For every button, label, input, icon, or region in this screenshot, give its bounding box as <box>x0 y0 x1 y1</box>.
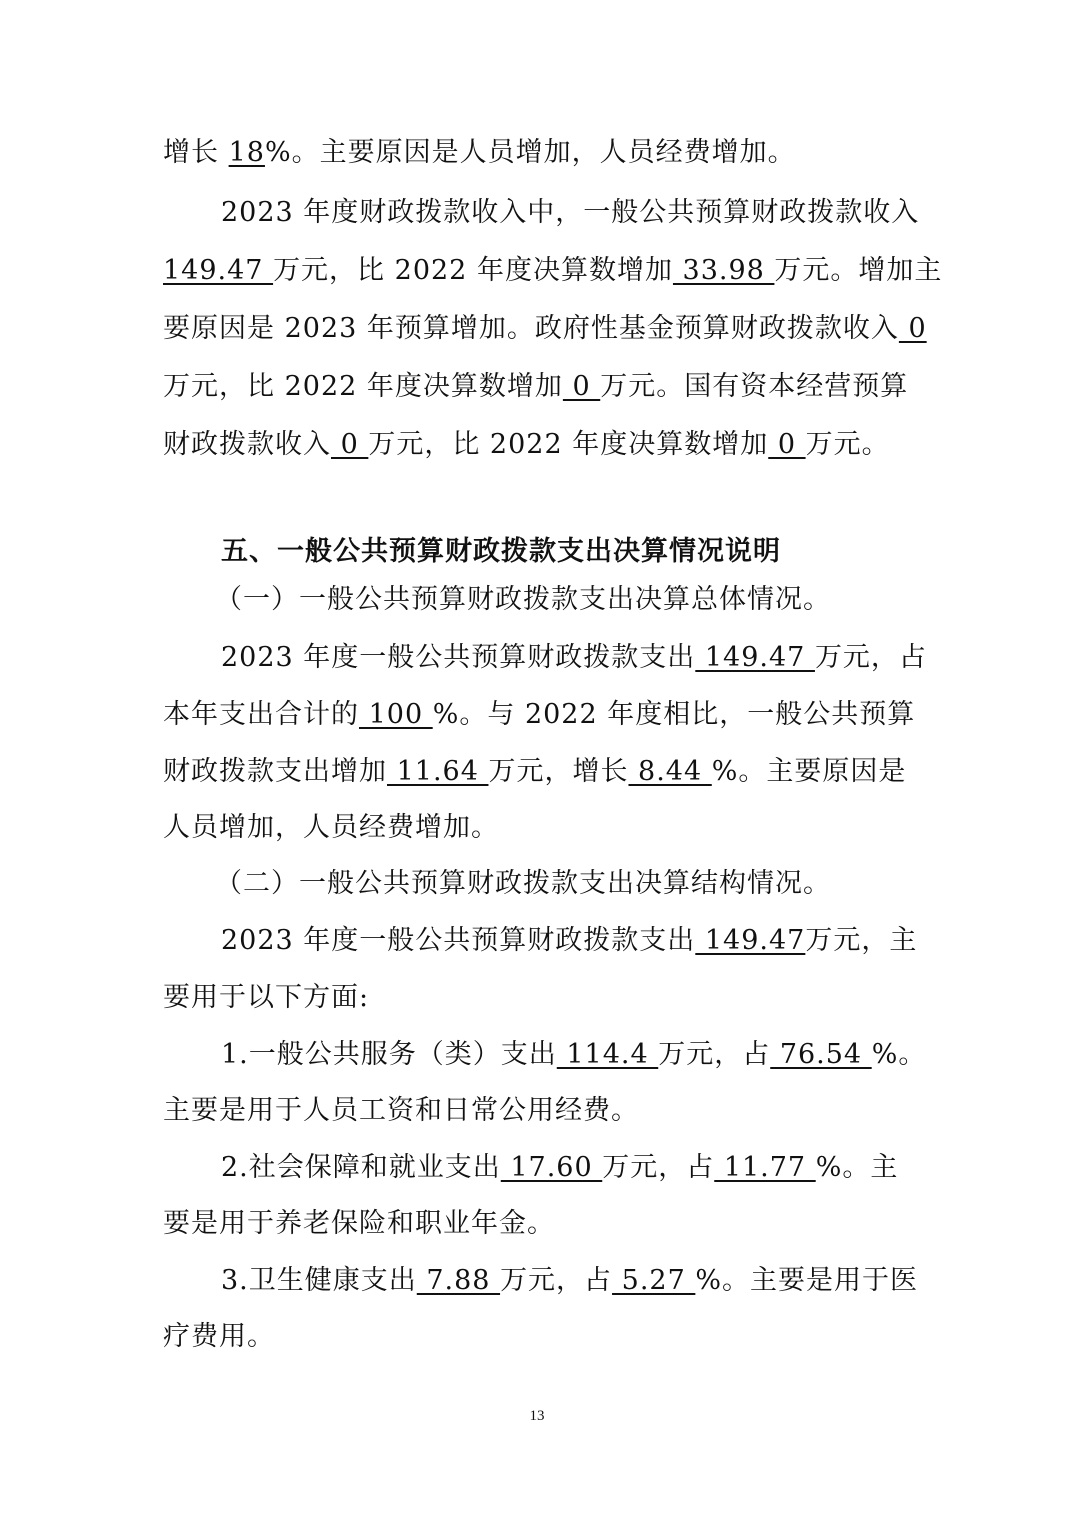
paragraph-line: 2023 年度财政拨款收入中，一般公共预算财政拨款收入 <box>221 197 920 228</box>
underlined-value: 7.88 <box>416 1265 501 1296</box>
underlined-value: 5.27 <box>612 1265 696 1296</box>
underlined-value: 18 <box>228 137 265 168</box>
section-heading: 五、一般公共预算财政拨款支出决算情况说明 <box>221 536 781 567</box>
paragraph-line: 增长 18%。主要原因是人员增加，人员经费增加。 <box>163 137 796 168</box>
underlined-value: 149.47 <box>695 642 815 673</box>
paragraph-line: 财政拨款支出增加 11.64 万元，增长 8.44 %。主要原因是 <box>163 756 907 787</box>
underlined-value: 114.4 <box>556 1039 659 1070</box>
underlined-value: 8.44 <box>628 756 712 787</box>
paragraph-line: 2023 年度一般公共预算财政拨款支出 149.47万元，主 <box>221 925 918 956</box>
paragraph-line: 要原因是 2023 年预算增加。政府性基金预算财政拨款收入 0 <box>163 313 927 344</box>
page-number: 13 <box>529 1408 545 1424</box>
list-item: 3.卫生健康支出 7.88 万元，占 5.27 %。主要是用于医 <box>221 1265 919 1296</box>
paragraph-line: 主要是用于人员工资和日常公用经费。 <box>163 1095 639 1126</box>
underlined-value: 11.77 <box>714 1152 816 1183</box>
subsection-heading: （一）一般公共预算财政拨款支出决算总体情况。 <box>215 584 831 615</box>
underlined-value: 33.98 <box>672 255 775 286</box>
underlined-value: 149.47 <box>695 925 806 956</box>
underlined-value: 17.60 <box>500 1152 603 1183</box>
list-item: 2.社会保障和就业支出 17.60 万元，占 11.77 %。主 <box>221 1152 899 1183</box>
underlined-value: 0 <box>331 429 369 460</box>
paragraph-line: 本年支出合计的 100 %。与 2022 年度相比，一般公共预算 <box>163 699 916 730</box>
subsection-heading: （二）一般公共预算财政拨款支出决算结构情况。 <box>215 868 831 899</box>
paragraph-line: 人员增加，人员经费增加。 <box>163 812 499 843</box>
underlined-value: 11.64 <box>387 756 489 787</box>
paragraph-line: 要用于以下方面: <box>163 982 370 1013</box>
paragraph-line: 2023 年度一般公共预算财政拨款支出 149.47 万元，占 <box>221 642 927 673</box>
underlined-value: 0 <box>768 429 806 460</box>
underlined-value: 149.47 <box>163 255 274 286</box>
paragraph-line: 要是用于养老保险和职业年金。 <box>163 1208 555 1239</box>
underlined-value: 100 <box>359 699 433 730</box>
paragraph-line: 财政拨款收入 0 万元，比 2022 年度决算数增加 0 万元。 <box>163 429 890 460</box>
paragraph-line: 149.47 万元，比 2022 年度决算数增加 33.98 万元。增加主 <box>163 255 943 286</box>
paragraph-line: 疗费用。 <box>163 1321 275 1352</box>
list-item: 1.一般公共服务（类）支出 114.4 万元，占 76.54 %。 <box>221 1039 927 1070</box>
underlined-value: 0 <box>898 313 927 344</box>
underlined-value: 0 <box>562 371 601 402</box>
underlined-value: 76.54 <box>770 1039 872 1070</box>
paragraph-line: 万元，比 2022 年度决算数增加 0 万元。国有资本经营预算 <box>163 371 909 402</box>
